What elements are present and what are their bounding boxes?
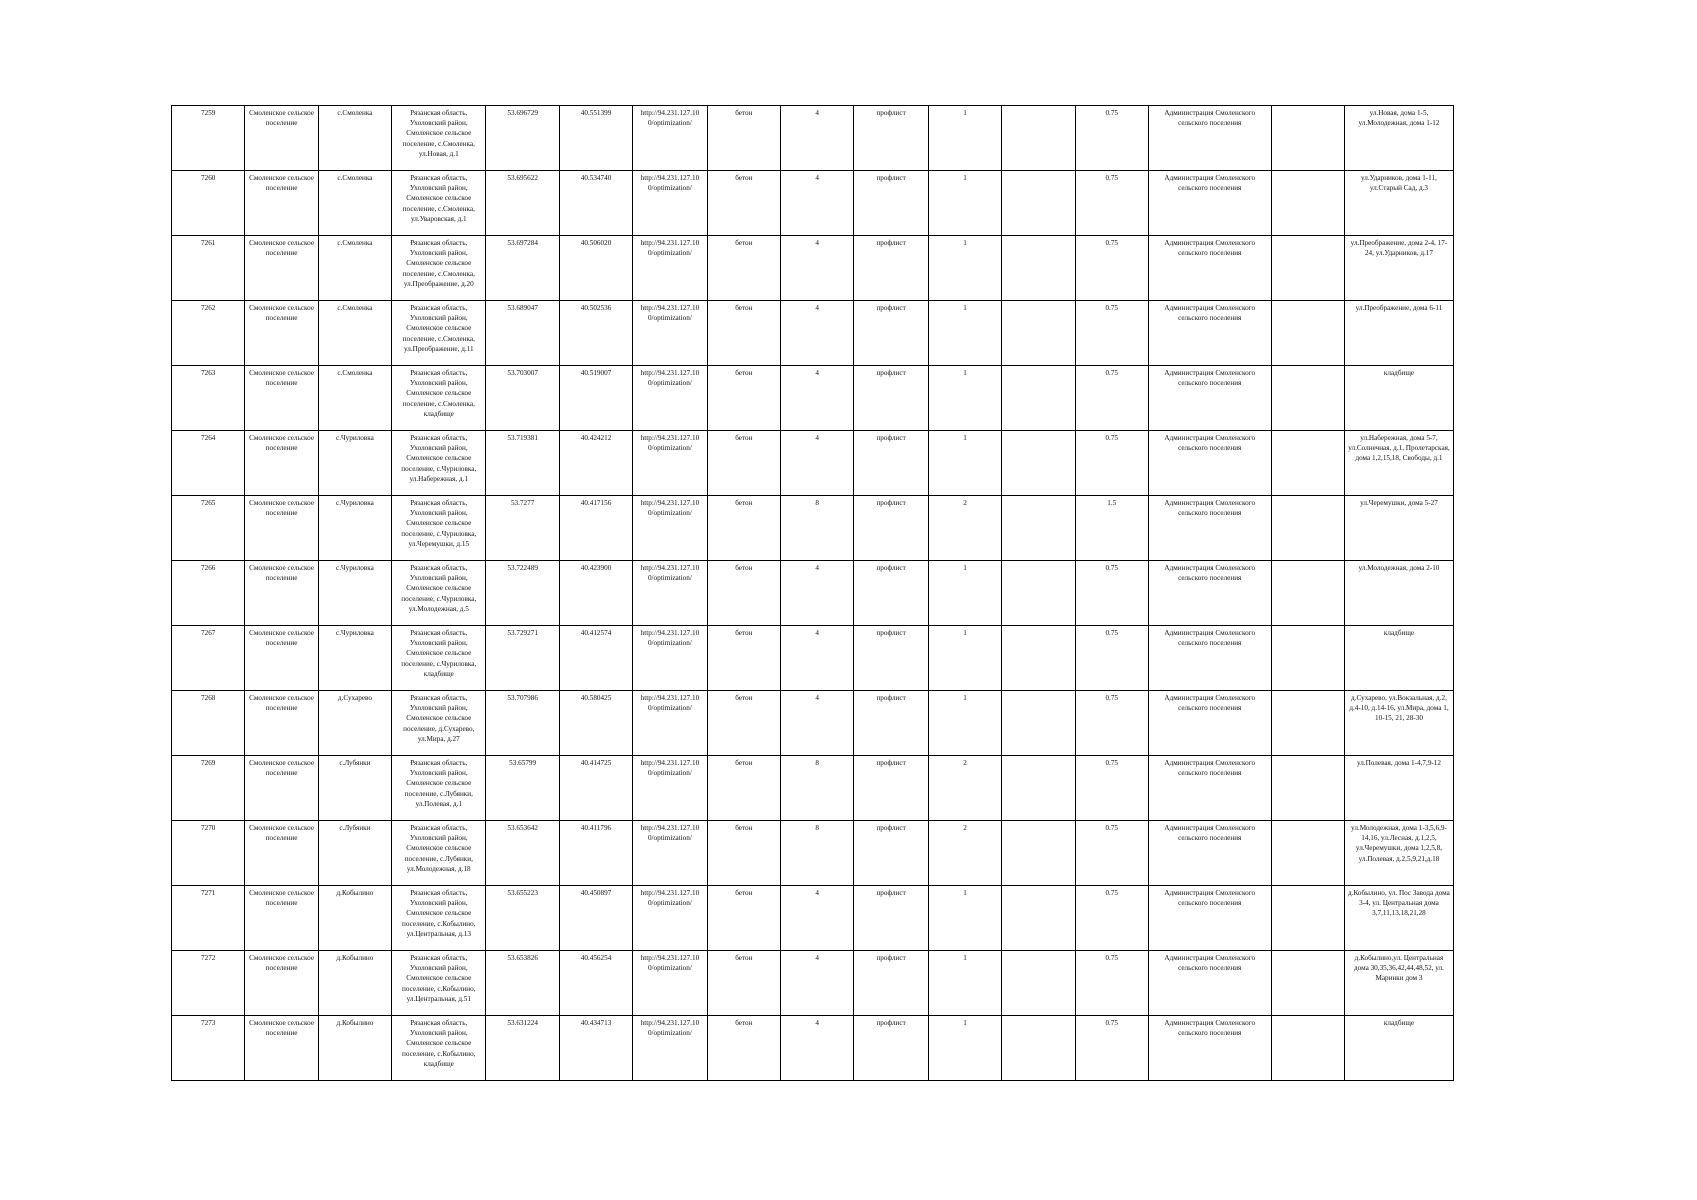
containers-cell: 1 [928, 171, 1001, 236]
count-cell: 8 [781, 756, 854, 821]
row-number-cell: 7271 [172, 886, 245, 951]
locality-cell: д.Кобылино [318, 951, 391, 1016]
latitude-cell: 53.697284 [486, 236, 559, 301]
settlement-cell: Смоленское сельское поселение [245, 886, 318, 951]
locality-cell: с.Чуриловка [318, 496, 391, 561]
count-cell: 4 [781, 366, 854, 431]
locality-cell: д.Кобылино [318, 1016, 391, 1081]
row-number-cell: 7268 [172, 691, 245, 756]
locality-cell: с.Чуриловка [318, 626, 391, 691]
surface-cell: бетон [707, 756, 780, 821]
row-number-cell: 7261 [172, 236, 245, 301]
fence-cell: профлист [854, 821, 928, 886]
count-cell: 4 [781, 1016, 854, 1081]
volume-cell: 1.5 [1075, 496, 1148, 561]
table-row [172, 1016, 1454, 1081]
table-row [172, 431, 1454, 496]
locality-cell: д.Сухарево [318, 691, 391, 756]
empty-cell [1002, 496, 1075, 561]
latitude-cell: 53.653826 [486, 951, 559, 1016]
address-cell: Рязанская область, Ухоловский район, Смоленское сельское поселение, с.Кобылино, кладбище [392, 1016, 486, 1081]
row-number-cell: 7260 [172, 171, 245, 236]
address-cell: Рязанская область, Ухоловский район, Смоленское сельское поселение, с.Смоленка, кладбище [392, 366, 486, 431]
containers-cell: 1 [928, 691, 1001, 756]
row-number-cell: 7266 [172, 561, 245, 626]
surface-cell: бетон [707, 171, 780, 236]
longitude-cell: 40.412574 [559, 626, 632, 691]
surface-cell: бетон [707, 496, 780, 561]
empty-cell [1271, 301, 1344, 366]
empty-cell [1271, 691, 1344, 756]
empty-cell [1002, 691, 1075, 756]
link-cell: http://94.231.127.10 0/optimization/ [633, 951, 707, 1016]
longitude-cell: 40.423900 [559, 561, 632, 626]
fence-cell: профлист [854, 626, 928, 691]
empty-cell [1271, 431, 1344, 496]
empty-cell [1002, 561, 1075, 626]
latitude-cell: 53.631224 [486, 1016, 559, 1081]
surface-cell: бетон [707, 821, 780, 886]
latitude-cell: 53.65799 [486, 756, 559, 821]
empty-cell [1002, 106, 1075, 171]
volume-cell: 0.75 [1075, 236, 1148, 301]
table-body [172, 106, 1454, 1081]
empty-cell [1271, 951, 1344, 1016]
empty-cell [1271, 561, 1344, 626]
link-cell: http://94.231.127.10 0/optimization/ [633, 171, 707, 236]
fence-cell: профлист [854, 171, 928, 236]
link-cell: http://94.231.127.10 0/optimization/ [633, 626, 707, 691]
row-number-cell: 7272 [172, 951, 245, 1016]
served-objects-cell: ул.Преображение, дома 2-4, 17-24, ул.Ударников, д.17 [1344, 236, 1453, 301]
locality-cell: с.Чуриловка [318, 561, 391, 626]
owner-cell: Администрация Смоленского сельского поселения [1148, 171, 1271, 236]
surface-cell: бетон [707, 431, 780, 496]
fence-cell: профлист [854, 1016, 928, 1081]
longitude-cell: 40.417156 [559, 496, 632, 561]
containers-cell: 1 [928, 886, 1001, 951]
surface-cell: бетон [707, 886, 780, 951]
owner-cell: Администрация Смоленского сельского поселения [1148, 301, 1271, 366]
served-objects-cell: д.Сухарево, ул.Вокзальная, д.2, д.4-10, д.14-16, ул.Мира, дома 1, 10-15, 21, 28-30 [1344, 691, 1453, 756]
empty-cell [1271, 626, 1344, 691]
served-objects-cell: ул.Молодежная, дома 2-10 [1344, 561, 1453, 626]
table-row [172, 301, 1454, 366]
owner-cell: Администрация Смоленского сельского поселения [1148, 626, 1271, 691]
settlement-cell: Смоленское сельское поселение [245, 301, 318, 366]
link-cell: http://94.231.127.10 0/optimization/ [633, 431, 707, 496]
volume-cell: 0.75 [1075, 561, 1148, 626]
fence-cell: профлист [854, 106, 928, 171]
link-cell: http://94.231.127.10 0/optimization/ [633, 366, 707, 431]
longitude-cell: 40.424212 [559, 431, 632, 496]
latitude-cell: 53.703007 [486, 366, 559, 431]
count-cell: 4 [781, 886, 854, 951]
surface-cell: бетон [707, 626, 780, 691]
link-cell: http://94.231.127.10 0/optimization/ [633, 1016, 707, 1081]
row-number-cell: 7267 [172, 626, 245, 691]
empty-cell [1271, 171, 1344, 236]
latitude-cell: 53.653642 [486, 821, 559, 886]
link-cell: http://94.231.127.10 0/optimization/ [633, 756, 707, 821]
containers-cell: 1 [928, 301, 1001, 366]
longitude-cell: 40.456254 [559, 951, 632, 1016]
volume-cell: 0.75 [1075, 821, 1148, 886]
containers-cell: 2 [928, 496, 1001, 561]
served-objects-cell: д.Кобылино, ул. Пос Завода дома 3-4, ул. Центральная дома 3,7,11,13,18,21,28 [1344, 886, 1453, 951]
volume-cell: 0.75 [1075, 626, 1148, 691]
address-cell: Рязанская область, Ухоловский район, Смоленское сельское поселение, с.Чуриловка, кладбище [392, 626, 486, 691]
served-objects-cell: кладбище [1344, 366, 1453, 431]
settlement-cell: Смоленское сельское поселение [245, 626, 318, 691]
longitude-cell: 40.411796 [559, 821, 632, 886]
served-objects-cell: ул.Ударников, дома 1-11, ул.Старый Сад, д.3 [1344, 171, 1453, 236]
longitude-cell: 40.506020 [559, 236, 632, 301]
containers-cell: 1 [928, 626, 1001, 691]
latitude-cell: 53.689047 [486, 301, 559, 366]
address-cell: Рязанская область, Ухоловский район, Смоленское сельское поселение, с.Чуриловка, ул.Черемушки, д.15 [392, 496, 486, 561]
fence-cell: профлист [854, 756, 928, 821]
fence-cell: профлист [854, 236, 928, 301]
table-row [172, 366, 1454, 431]
link-cell: http://94.231.127.10 0/optimization/ [633, 301, 707, 366]
fence-cell: профлист [854, 886, 928, 951]
empty-cell [1271, 236, 1344, 301]
empty-cell [1002, 366, 1075, 431]
row-number-cell: 7269 [172, 756, 245, 821]
fence-cell: профлист [854, 691, 928, 756]
count-cell: 4 [781, 171, 854, 236]
containers-cell: 1 [928, 951, 1001, 1016]
fence-cell: профлист [854, 366, 928, 431]
table-row [172, 236, 1454, 301]
empty-cell [1002, 626, 1075, 691]
table-row [172, 106, 1454, 171]
owner-cell: Администрация Смоленского сельского поселения [1148, 756, 1271, 821]
fence-cell: профлист [854, 431, 928, 496]
longitude-cell: 40.519007 [559, 366, 632, 431]
owner-cell: Администрация Смоленского сельского поселения [1148, 691, 1271, 756]
locality-cell: с.Смоленка [318, 236, 391, 301]
count-cell: 8 [781, 821, 854, 886]
locality-cell: с.Смоленка [318, 106, 391, 171]
latitude-cell: 53.695622 [486, 171, 559, 236]
latitude-cell: 53.707986 [486, 691, 559, 756]
settlement-cell: Смоленское сельское поселение [245, 561, 318, 626]
latitude-cell: 53.7277 [486, 496, 559, 561]
volume-cell: 0.75 [1075, 886, 1148, 951]
owner-cell: Администрация Смоленского сельского поселения [1148, 821, 1271, 886]
latitude-cell: 53.655223 [486, 886, 559, 951]
address-cell: Рязанская область, Ухоловский район, Смоленское сельское поселение, с.Смоленка, ул.Преображение, д.11 [392, 301, 486, 366]
volume-cell: 0.75 [1075, 171, 1148, 236]
containers-cell: 1 [928, 366, 1001, 431]
empty-cell [1002, 886, 1075, 951]
settlement-cell: Смоленское сельское поселение [245, 496, 318, 561]
locality-cell: с.Смоленка [318, 366, 391, 431]
count-cell: 4 [781, 561, 854, 626]
longitude-cell: 40.551399 [559, 106, 632, 171]
surface-cell: бетон [707, 106, 780, 171]
locality-cell: с.Лубянки [318, 756, 391, 821]
containers-cell: 2 [928, 821, 1001, 886]
empty-cell [1002, 1016, 1075, 1081]
owner-cell: Администрация Смоленского сельского поселения [1148, 1016, 1271, 1081]
surface-cell: бетон [707, 951, 780, 1016]
longitude-cell: 40.534740 [559, 171, 632, 236]
volume-cell: 0.75 [1075, 106, 1148, 171]
volume-cell: 0.75 [1075, 691, 1148, 756]
count-cell: 4 [781, 431, 854, 496]
served-objects-cell: ул.Новая, дома 1-5, ул.Молодежная, дома 1-12 [1344, 106, 1453, 171]
served-objects-cell: ул.Черемушки, дома 5-27 [1344, 496, 1453, 561]
fence-cell: профлист [854, 561, 928, 626]
longitude-cell: 40.502536 [559, 301, 632, 366]
fence-cell: профлист [854, 301, 928, 366]
address-cell: Рязанская область, Ухоловский район, Смоленское сельское поселение, с.Лубянки, ул.Полевая, д.1 [392, 756, 486, 821]
containers-cell: 1 [928, 431, 1001, 496]
containers-cell: 2 [928, 756, 1001, 821]
settlement-cell: Смоленское сельское поселение [245, 366, 318, 431]
link-cell: http://94.231.127.10 0/optimization/ [633, 886, 707, 951]
link-cell: http://94.231.127.10 0/optimization/ [633, 496, 707, 561]
locality-cell: с.Смоленка [318, 171, 391, 236]
fence-cell: профлист [854, 496, 928, 561]
containers-cell: 1 [928, 236, 1001, 301]
link-cell: http://94.231.127.10 0/optimization/ [633, 236, 707, 301]
count-cell: 4 [781, 106, 854, 171]
empty-cell [1002, 431, 1075, 496]
latitude-cell: 53.722489 [486, 561, 559, 626]
row-number-cell: 7262 [172, 301, 245, 366]
served-objects-cell: кладбище [1344, 626, 1453, 691]
volume-cell: 0.75 [1075, 1016, 1148, 1081]
settlement-cell: Смоленское сельское поселение [245, 236, 318, 301]
table-row [172, 626, 1454, 691]
empty-cell [1002, 171, 1075, 236]
table-row [172, 561, 1454, 626]
empty-cell [1271, 821, 1344, 886]
settlement-cell: Смоленское сельское поселение [245, 1016, 318, 1081]
address-cell: Рязанская область, Ухоловский район, Смоленское сельское поселение, с.Кобылино, ул.Центральная, д.13 [392, 886, 486, 951]
empty-cell [1271, 496, 1344, 561]
count-cell: 4 [781, 691, 854, 756]
longitude-cell: 40.414725 [559, 756, 632, 821]
settlement-cell: Смоленское сельское поселение [245, 691, 318, 756]
longitude-cell: 40.434713 [559, 1016, 632, 1081]
count-cell: 4 [781, 626, 854, 691]
longitude-cell: 40.580425 [559, 691, 632, 756]
latitude-cell: 53.696729 [486, 106, 559, 171]
link-cell: http://94.231.127.10 0/optimization/ [633, 691, 707, 756]
owner-cell: Администрация Смоленского сельского поселения [1148, 106, 1271, 171]
locality-cell: с.Смоленка [318, 301, 391, 366]
owner-cell: Администрация Смоленского сельского поселения [1148, 236, 1271, 301]
locality-cell: с.Лубянки [318, 821, 391, 886]
settlement-cell: Смоленское сельское поселение [245, 171, 318, 236]
row-number-cell: 7273 [172, 1016, 245, 1081]
empty-cell [1271, 756, 1344, 821]
surface-cell: бетон [707, 691, 780, 756]
empty-cell [1271, 1016, 1344, 1081]
latitude-cell: 53.719381 [486, 431, 559, 496]
count-cell: 4 [781, 236, 854, 301]
owner-cell: Администрация Смоленского сельского поселения [1148, 496, 1271, 561]
link-cell: http://94.231.127.10 0/optimization/ [633, 821, 707, 886]
surface-cell: бетон [707, 1016, 780, 1081]
owner-cell: Администрация Смоленского сельского поселения [1148, 431, 1271, 496]
containers-cell: 1 [928, 106, 1001, 171]
address-cell: Рязанская область, Ухоловский район, Смоленское сельское поселение, с.Чуриловка, ул.Молодежная, д.5 [392, 561, 486, 626]
owner-cell: Администрация Смоленского сельского поселения [1148, 366, 1271, 431]
latitude-cell: 53.729271 [486, 626, 559, 691]
empty-cell [1271, 106, 1344, 171]
surface-cell: бетон [707, 366, 780, 431]
empty-cell [1002, 756, 1075, 821]
surface-cell: бетон [707, 236, 780, 301]
settlement-cell: Смоленское сельское поселение [245, 756, 318, 821]
row-number-cell: 7259 [172, 106, 245, 171]
empty-cell [1271, 366, 1344, 431]
served-objects-cell: ул.Преображение, дома 6-11 [1344, 301, 1453, 366]
empty-cell [1002, 236, 1075, 301]
table-row [172, 886, 1454, 951]
address-cell: Рязанская область, Ухоловский район, Смоленское сельское поселение, с.Смоленка, ул.Новая, д.1 [392, 106, 486, 171]
table-row [172, 821, 1454, 886]
count-cell: 4 [781, 301, 854, 366]
address-cell: Рязанская область, Ухоловский район, Смоленское сельское поселение, д.Сухарево, ул.Мира, д.27 [392, 691, 486, 756]
address-cell: Рязанская область, Ухоловский район, Смоленское сельское поселение, с.Лубянки, ул.Молодежная, д.18 [392, 821, 486, 886]
owner-cell: Администрация Смоленского сельского поселения [1148, 561, 1271, 626]
table-row [172, 171, 1454, 236]
registry-table [171, 105, 1454, 1081]
row-number-cell: 7264 [172, 431, 245, 496]
address-cell: Рязанская область, Ухоловский район, Смоленское сельское поселение, с.Чуриловка, ул.Набережная, д.1 [392, 431, 486, 496]
owner-cell: Администрация Смоленского сельского поселения [1148, 951, 1271, 1016]
table-row [172, 951, 1454, 1016]
row-number-cell: 7263 [172, 366, 245, 431]
served-objects-cell: ул.Молодежная, дома 1-3,5,6,9-14,16, ул.Лесная, д.1,2,5, ул.Черемушки, дома 1,2,5,8, ул.Полевая, д.2,5,9,21,д.18 [1344, 821, 1453, 886]
containers-cell: 1 [928, 1016, 1001, 1081]
link-cell: http://94.231.127.10 0/optimization/ [633, 561, 707, 626]
address-cell: Рязанская область, Ухоловский район, Смоленское сельское поселение, с.Смоленка, ул.Уваровская, д.1 [392, 171, 486, 236]
served-objects-cell: д.Кобылино,ул. Центральная дома 30,35,36,42,44,48,52, ул. Маринки дом 3 [1344, 951, 1453, 1016]
row-number-cell: 7270 [172, 821, 245, 886]
count-cell: 8 [781, 496, 854, 561]
served-objects-cell: ул.Полевая, дома 1-4,7,9-12 [1344, 756, 1453, 821]
table-row [172, 756, 1454, 821]
volume-cell: 0.75 [1075, 301, 1148, 366]
link-cell: http://94.231.127.10 0/optimization/ [633, 106, 707, 171]
settlement-cell: Смоленское сельское поселение [245, 106, 318, 171]
settlement-cell: Смоленское сельское поселение [245, 951, 318, 1016]
settlement-cell: Смоленское сельское поселение [245, 431, 318, 496]
count-cell: 4 [781, 951, 854, 1016]
containers-cell: 1 [928, 561, 1001, 626]
fence-cell: профлист [854, 951, 928, 1016]
served-objects-cell: ул.Набережная, дома 5-7, ул.Солнечная, д.1, Пролетарская, дома 1,2,15,18, Свободы, д.1 [1344, 431, 1453, 496]
surface-cell: бетон [707, 301, 780, 366]
surface-cell: бетон [707, 561, 780, 626]
volume-cell: 0.75 [1075, 366, 1148, 431]
table-row [172, 691, 1454, 756]
owner-cell: Администрация Смоленского сельского поселения [1148, 886, 1271, 951]
volume-cell: 0.75 [1075, 951, 1148, 1016]
locality-cell: д.Кобылино [318, 886, 391, 951]
empty-cell [1002, 301, 1075, 366]
served-objects-cell: кладбище [1344, 1016, 1453, 1081]
longitude-cell: 40.450897 [559, 886, 632, 951]
address-cell: Рязанская область, Ухоловский район, Смоленское сельское поселение, с.Смоленка, ул.Преображение, д.20 [392, 236, 486, 301]
volume-cell: 0.75 [1075, 431, 1148, 496]
row-number-cell: 7265 [172, 496, 245, 561]
empty-cell [1002, 951, 1075, 1016]
table-row [172, 496, 1454, 561]
empty-cell [1271, 886, 1344, 951]
settlement-cell: Смоленское сельское поселение [245, 821, 318, 886]
empty-cell [1002, 821, 1075, 886]
volume-cell: 0.75 [1075, 756, 1148, 821]
address-cell: Рязанская область, Ухоловский район, Смоленское сельское поселение, с.Кобылино, ул.Центральная, д.51 [392, 951, 486, 1016]
locality-cell: с.Чуриловка [318, 431, 391, 496]
